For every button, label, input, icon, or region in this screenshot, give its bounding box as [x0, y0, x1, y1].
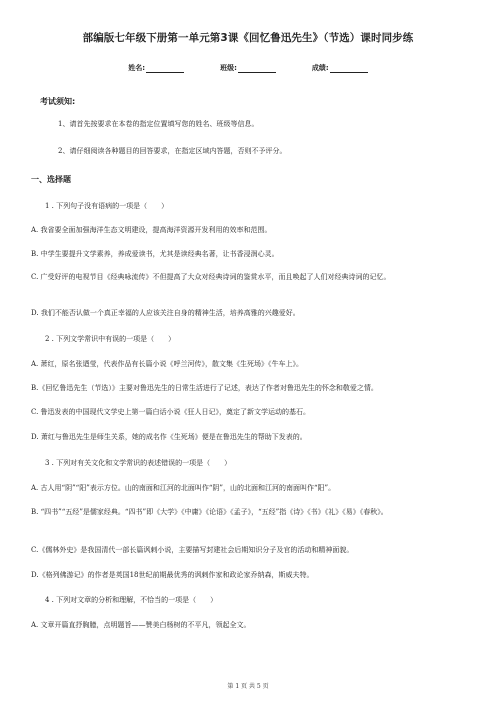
student-info-row [0, 63, 496, 73]
option-item: A. 萧红，原名张迺莹，代表作品有长篇小说《呼兰河传》，散文集《生死场》《牛车上》。 [31, 360, 304, 368]
score-field[interactable] [312, 63, 368, 73]
section-heading-choice: 一、选择题 [31, 175, 71, 184]
page-footer: 第 1 页 共 5 页 [227, 683, 269, 690]
option-item: A. 文章开篇直抒胸臆，点明题旨——赞美白杨树的不平凡，领起全文。 [31, 621, 251, 629]
class-blank[interactable] [238, 64, 276, 73]
question-stem: 1 . 下列句子没有语病的一项是（ ） [45, 202, 169, 210]
option-item: B.《回忆鲁迅先生（节选）》主要对鲁迅先生的日常生活进行了记述，表达了作者对鲁迅先生的怀念和敬爱之情。 [31, 384, 378, 392]
question-stem: 2 . 下列文学常识中有误的一项是（ ） [45, 335, 176, 343]
option-item: C. 广受好评的电视节目《经典咏流传》不但提高了大众对经典诗词的鉴赏水平，而且唤起了人们对经典诗词的记忆。 [31, 273, 391, 281]
option-item: D.《格列佛游记》的作者是英国18世纪前期最优秀的讽刺作家和政论家乔纳森，斯威夫特。 [31, 571, 314, 579]
option-item: B. 中学生要提升文学素养，养成爱读书，尤其是读经典名著，让书香浸润心灵。 [31, 250, 279, 258]
name-field[interactable] [128, 63, 184, 73]
option-item: D. 萧红与鲁迅先生是师生关系，她的成名作《生死场》便是在鲁迅先生的帮助下发表的。 [31, 433, 307, 441]
question-stem: 4 . 下列对文章的分析和理解，不恰当的一项是（ ） [45, 596, 218, 604]
name-blank[interactable] [146, 64, 184, 73]
notice-heading: 考试须知: [40, 97, 76, 106]
notice-item: 2、请仔细阅读各种题目的回答要求，在指定区域内答题，否则不予评分。 [58, 147, 287, 155]
option-item: A. 古人用“阴”“阳”表示方位。山的南面和江河的北面叫作“阴”，山的北面和江河的南面叫作“阳”。 [31, 484, 336, 492]
option-item: A. 我省要全面加强海洋生态文明建设，提高海洋资源开发利用的效率和范围。 [31, 226, 272, 234]
option-item: D. 我们不能否认做一个真正幸福的人应该关注自身的精神生活，培养高雅的兴趣爱好。 [31, 309, 300, 317]
option-item: C. 鲁迅发表的中国现代文学史上第一篇白话小说《狂人日记》，奠定了新文学运动的基石。 [31, 408, 311, 416]
option-item: C.《儒林外史》是我国清代一部长篇讽刺小说，主要描写封建社会后期知识分子及官的活动和精神面貌。 [31, 546, 354, 554]
question-stem: 3 . 下列对有关文化和文学常识的表述错误的一项是（ ） [45, 459, 232, 467]
score-label: 成绩: [311, 64, 329, 72]
name-label: 姓名: [128, 64, 146, 72]
class-field[interactable] [220, 63, 276, 73]
option-item: B. “四书”“五经”是儒家经典。“四书”即《大学》《中庸》《论语》《孟子》，“五经”指《诗》《书》《礼》《易》《春秋》。 [31, 508, 388, 516]
score-blank[interactable] [330, 64, 368, 73]
page-title: 部编版七年级下册第一单元第3课《回忆鲁迅先生》（节选）课时同步练 [82, 32, 414, 44]
class-label: 班级: [220, 64, 237, 72]
notice-item: 1、请首先按要求在本卷的指定位置填写您的姓名、班级等信息。 [58, 120, 259, 128]
